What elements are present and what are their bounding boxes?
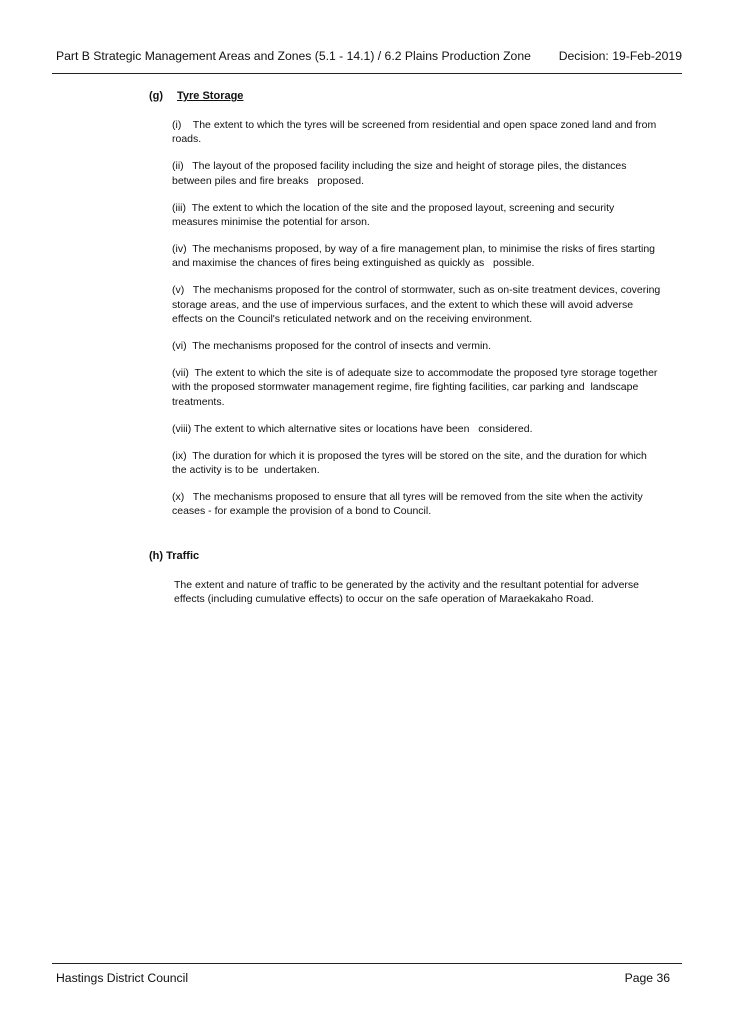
list-item: (i) The extent to which the tyres will be screened from residential and open space zoned land and from roads. bbox=[172, 119, 660, 146]
page-number: Page 36 bbox=[624, 971, 670, 985]
footer-organisation: Hastings District Council bbox=[56, 971, 189, 985]
list-item: (viii) The extent to which alternative sites or locations have been considered. bbox=[172, 422, 533, 435]
section-g-title: Tyre Storage bbox=[177, 90, 244, 102]
header-rule bbox=[52, 73, 682, 74]
footer-rule bbox=[52, 963, 682, 964]
section-h-heading: (h) Traffic bbox=[149, 550, 200, 562]
list-item: (iii) The extent to which the location of the site and the proposed layout, screening and security measures minimise the potential for arson. bbox=[172, 201, 618, 229]
list-item: (v) The mechanisms proposed for the control of stormwater, such as on-site treatment devices, covering storage areas, and the use of impervious surfaces, and the extent to which these will avoid adverse effects on the Council's reticulated network and on the receiving environment. bbox=[172, 284, 664, 326]
section-g-heading bbox=[149, 89, 243, 104]
list-item: (vii) The extent to which the site is of adequate size to accommodate the proposed tyre storage together with the proposed stormwater management regime, fire fighting facilities, car parking and landscape treatments. bbox=[172, 366, 661, 408]
list-item: (ix) The duration for which it is proposed the tyres will be stored on the site, and the duration for which the activity is to be undertaken. bbox=[172, 449, 650, 476]
page-header bbox=[56, 48, 682, 64]
tyre-storage-items bbox=[172, 118, 662, 531]
page-footer bbox=[56, 970, 670, 986]
header-decision-date: Decision: 19-Feb-2019 bbox=[558, 49, 682, 63]
list-item: (x) The mechanisms proposed to ensure that all tyres will be removed from the site when the activity ceases - for example the provision of a bond to Council. bbox=[172, 490, 646, 518]
section-g-letter: (g) bbox=[149, 90, 164, 102]
list-item: (ii) The layout of the proposed facility including the size and height of storage piles, the distances between piles and fire breaks proposed. bbox=[172, 160, 630, 187]
header-title: Part B Strategic Management Areas and Zones (5.1 - 14.1) / 6.2 Plains Production Zone bbox=[56, 49, 531, 63]
traffic-paragraph: The extent and nature of traffic to be generated by the activity and the resultant potential for adverse effects (including cumulative effects) to occur on the safe operation of Maraekakaho Road. bbox=[174, 579, 640, 606]
list-item: (iv) The mechanisms proposed, by way of a fire management plan, to minimise the risks of fires starting and maximise the chances of fires being extinguished as quickly as possible. bbox=[172, 242, 658, 270]
list-item: (vi) The mechanisms proposed for the control of insects and vermin. bbox=[172, 339, 492, 352]
